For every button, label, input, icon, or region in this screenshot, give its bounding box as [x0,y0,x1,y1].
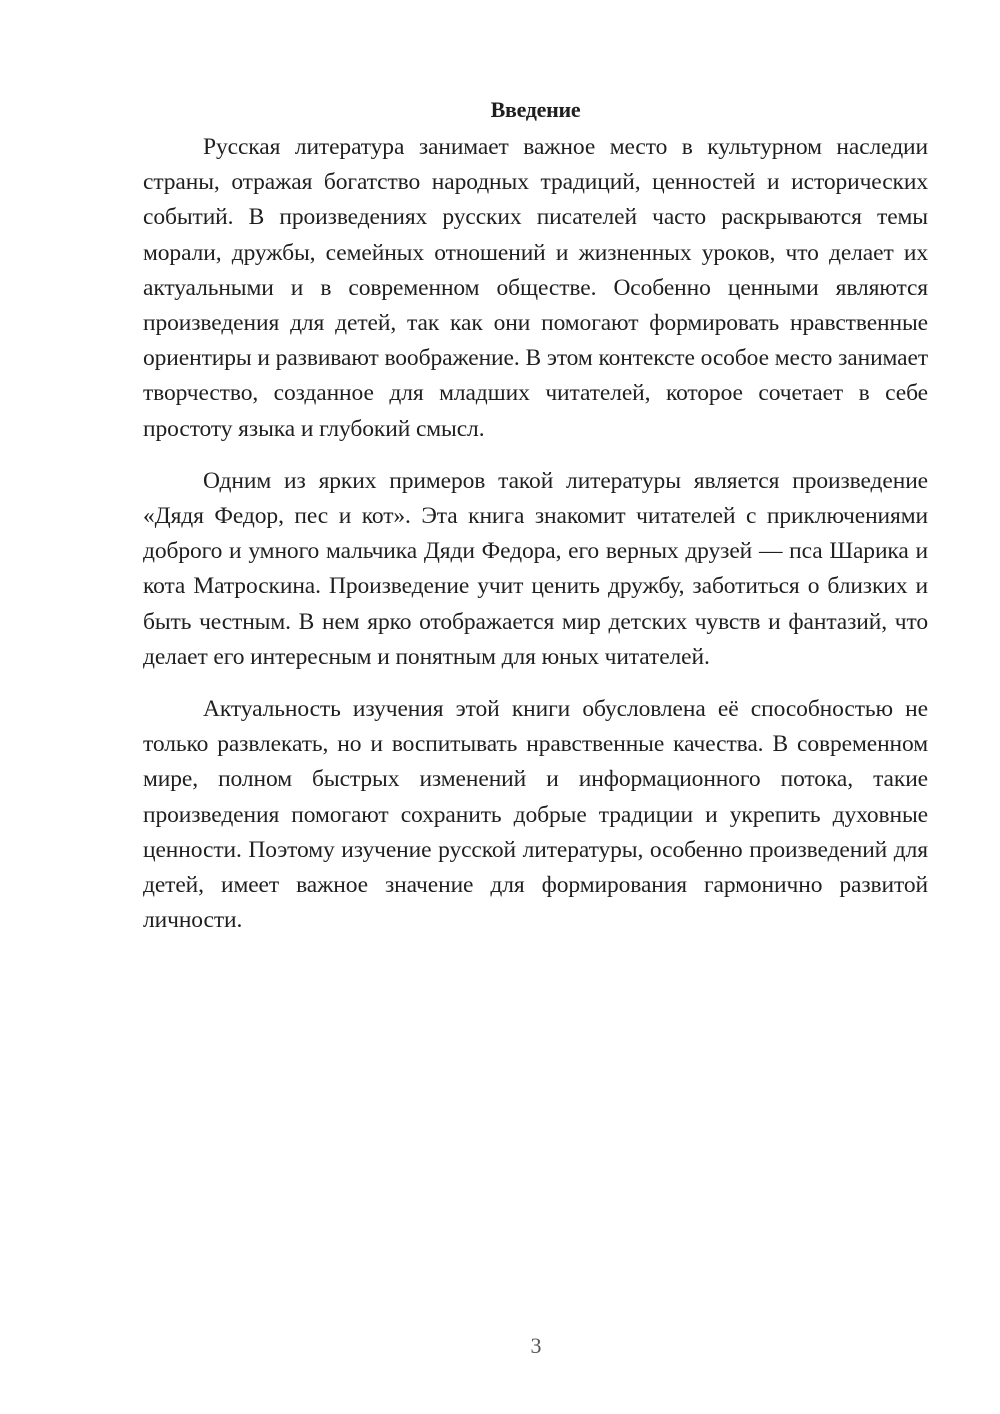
page-number: 3 [530,1333,542,1358]
section-heading: Введение [490,97,581,122]
page-content [143,92,928,955]
paragraph-1: Русская литература занимает важное место в культурном наследии страны, отражая богатство народных традиций, ценностей и исторических событий. В произведениях русских писателей часто раскрываются темы морали, дружбы, семейных отношений и жизненных уроков, что делает их актуальными и в современном обществе. Особенно ценными являются произведения для детей, так как они помогают формировать нравственные ориентиры и развивают воображение. В этом контексте особое место занимает творчество, созданное для младших читателей, которое сочетает в себе простоту языка и глубокий смысл. [143,134,928,442]
paragraph-3: Актуальность изучения этой книги обусловлена её способностью не только развлекать, но и воспитывать нравственные качества. В современном мире, полном быстрых изменений и информационного потока, такие произведения помогают сохранить добрые традиции и укрепить духовные ценности. Поэтому изучение русской литературы, особенно произведений для детей, имеет важное значение для формирования гармонично развитой личности. [143,696,928,934]
paragraph-2: Одним из ярких примеров такой литературы является произведение «Дядя Федор, пес и кот». Эта книга знакомит читателей с приключениями доброго и умного мальчика Дяди Федора, его верных друзей — пса Шарика и кота Матроскина. Произведение учит ценить дружбу, заботиться о близких и быть честным. В нем ярко отображается мир детских чувств и фантазий, что делает его интересным и понятным для юных читателей. [143,467,928,670]
